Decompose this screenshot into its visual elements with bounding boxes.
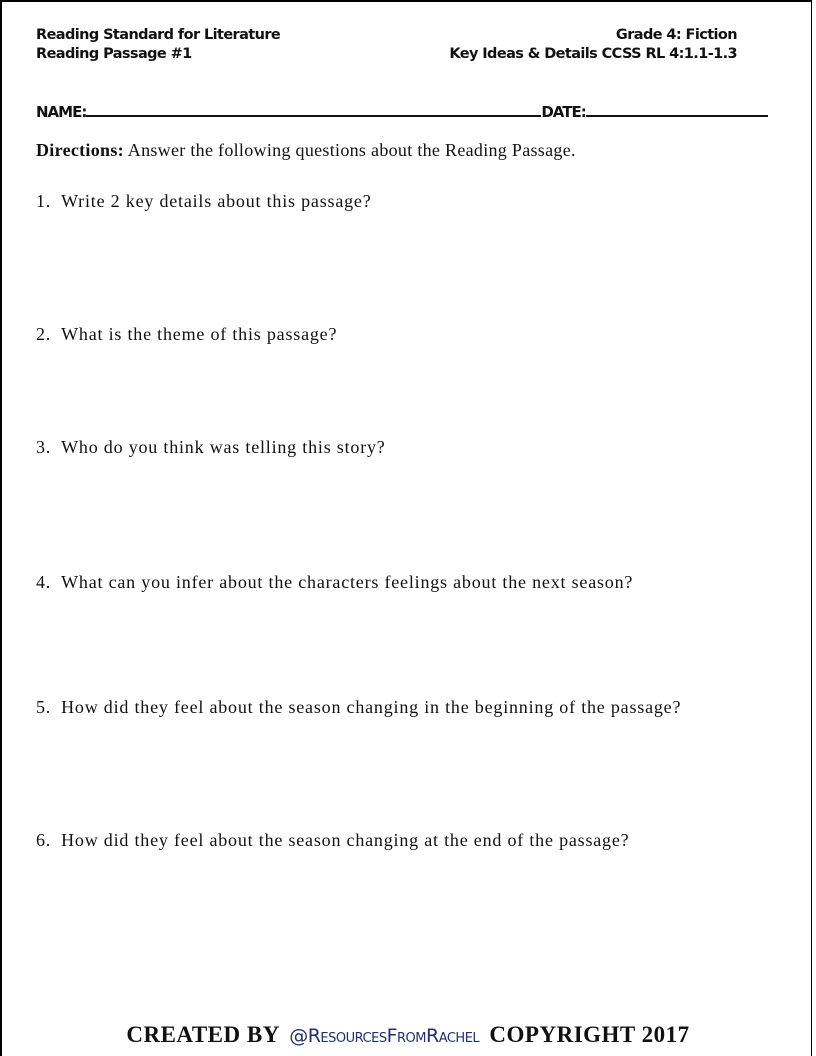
name-label: NAME: (36, 103, 87, 121)
question-6 (36, 828, 776, 852)
question-3 (36, 435, 776, 459)
date-field[interactable] (586, 114, 768, 117)
created-by-label: CREATED BY (126, 1022, 279, 1047)
question-text: How did they feel about the season changing at the end of the passage? (61, 830, 630, 850)
question-number: 5. (36, 697, 52, 717)
grade-label: Grade 4: Fiction (615, 27, 737, 43)
question-text: What is the theme of this passage? (61, 324, 338, 344)
name-date-row (36, 99, 768, 121)
directions (36, 140, 576, 161)
ccss-standard: Key Ideas & Details CCSS RL 4:1.1-1.3 (449, 46, 737, 62)
question-2 (36, 322, 776, 346)
author-handle: @ResourcesFromRachel (289, 1025, 480, 1047)
question-text: What can you infer about the characters feelings about the next season? (61, 572, 634, 592)
question-text: Who do you think was telling this story? (61, 437, 386, 457)
directions-label: Directions: (36, 140, 124, 160)
standard-title: Reading Standard for Literature (36, 27, 281, 43)
question-text: How did they feel about the season changing in the beginning of the passage? (61, 697, 682, 717)
footer-credit (2, 1022, 814, 1048)
question-number: 2. (36, 324, 52, 344)
question-5 (36, 695, 776, 719)
header-right (449, 26, 737, 64)
passage-number: Reading Passage #1 (36, 46, 192, 62)
name-field[interactable] (86, 114, 541, 117)
directions-text: Answer the following questions about the Reading Passage. (127, 140, 576, 160)
date-label: DATE: (541, 103, 586, 121)
question-1 (36, 189, 776, 213)
question-4 (36, 570, 776, 594)
question-number: 6. (36, 830, 52, 850)
question-number: 4. (36, 572, 52, 592)
question-text: Write 2 key details about this passage? (61, 191, 372, 211)
question-number: 3. (36, 437, 52, 457)
question-number: 1. (36, 191, 52, 211)
copyright-label: COPYRIGHT 2017 (489, 1022, 690, 1047)
header-left (36, 26, 280, 64)
